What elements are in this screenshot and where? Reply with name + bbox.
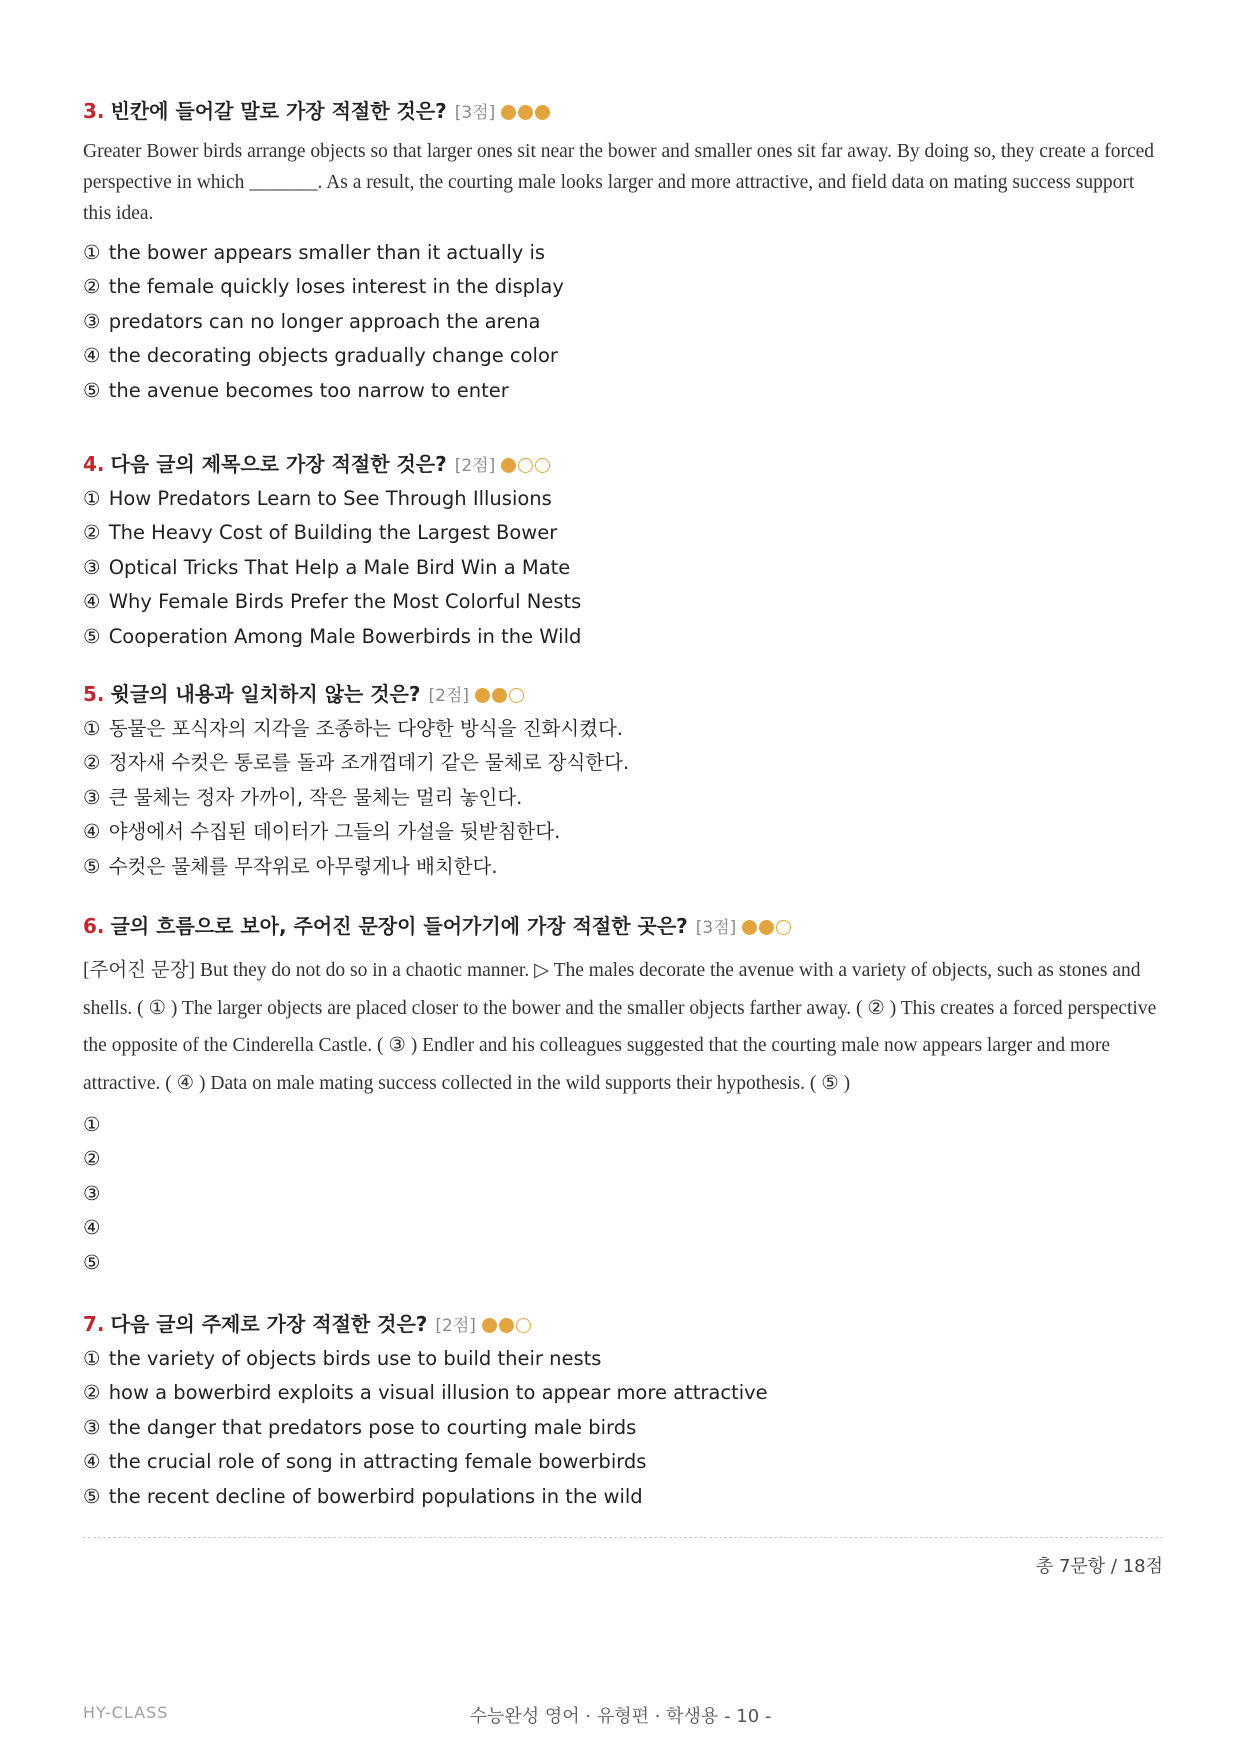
question-points: [2점] [435,1316,476,1336]
question-6 [83,912,1163,1280]
answer-option[interactable] [83,236,1163,270]
answer-option[interactable] [83,374,1163,408]
option-text: Cooperation Among Male Bowerbirds in the Wild [108,624,582,648]
option-number: ⑤ [83,378,101,402]
difficulty-dot-filled [501,458,516,473]
answer-option[interactable] [83,850,1163,884]
answer-option[interactable] [83,270,1163,304]
option-number: ③ [83,1415,101,1439]
option-text: the bower appears smaller than it actually is [108,241,546,264]
question-number: 7. [83,1312,105,1336]
question-points: [2점] [428,686,469,706]
answer-option[interactable] [83,712,1163,746]
option-number: ⑤ [83,1484,101,1508]
option-number: ④ [83,1450,101,1474]
option-text: the variety of objects birds use to build their nests [108,1347,602,1370]
answer-options [83,712,1163,884]
difficulty-dot-empty [509,688,524,703]
answer-option[interactable] [83,1480,1163,1514]
question-number: 3. [83,99,105,123]
answer-option[interactable] [83,620,1163,654]
score-summary: 총 7문항 / 18점 [1035,1556,1163,1577]
answer-option[interactable] [83,1142,1163,1176]
option-number: ② [83,751,101,775]
question-title: 빈칸에 들어갈 말로 가장 적절한 것은? [110,99,447,123]
difficulty-dot-filled [759,920,774,935]
question-points: [2점] [454,456,496,476]
difficulty-dot-filled [482,1318,497,1333]
option-number: ① [83,241,101,264]
option-text: the female quickly loses interest in the display [108,275,564,299]
question-7 [83,1310,1163,1514]
option-number: ③ [83,555,101,579]
question-points: [3점] [454,103,496,123]
option-text: 정자새 수컷은 통로를 돌과 조개껍데기 같은 물체로 장식한다. [108,751,630,775]
option-text: how a bowerbird exploits a visual illusion to appear more attractive [108,1381,768,1405]
difficulty-dot-filled [501,105,516,120]
answer-option[interactable] [83,1211,1163,1245]
difficulty-dot-filled [535,105,550,120]
option-text: the danger that predators pose to courting male birds [108,1415,637,1439]
answer-option[interactable] [83,1246,1163,1280]
question-title: 윗글의 내용과 일치하지 않는 것은? [110,682,421,706]
answer-option[interactable] [83,516,1163,550]
option-text: 큰 물체는 정자 가까이, 작은 물체는 멀리 놓인다. [108,785,523,809]
option-text: the crucial role of song in attracting female bowerbirds [108,1450,647,1474]
question-number: 4. [83,452,105,476]
option-number: ① [83,487,101,510]
difficulty-indicator [742,914,793,942]
question-passage [83,952,1163,1102]
answer-option[interactable] [83,551,1163,585]
option-text: The Heavy Cost of Building the Largest Bower [108,521,558,545]
question-5 [83,680,1163,884]
option-number: ③ [83,309,101,333]
option-text: 야생에서 수집된 데이터가 그들의 가설을 뒷받침한다. [108,820,561,844]
option-number: ④ [83,820,101,844]
answer-option[interactable] [83,1177,1163,1211]
option-number: ② [83,275,101,299]
difficulty-dot-empty [535,458,550,473]
question-number: 5. [83,682,105,706]
question-title: 다음 글의 제목으로 가장 적절한 것은? [110,452,447,476]
option-number: ① [83,717,101,740]
option-number: ⑤ [83,854,101,878]
option-text: How Predators Learn to See Through Illusions [108,487,552,510]
section-divider [83,1537,1163,1538]
footer-brand: HY-CLASS [83,1703,169,1722]
difficulty-dot-filled [742,920,757,935]
question-header [83,912,1163,942]
option-number: ① [83,1347,101,1370]
question-3 [83,97,1163,408]
answer-options [83,1108,1163,1280]
question-header [83,450,1163,480]
option-text: 동물은 포식자의 지각을 조종하는 다양한 방식을 진화시켰다. [108,717,624,740]
difficulty-indicator [501,99,552,127]
option-text: the decorating objects gradually change color [108,344,558,368]
passage-text: But they do not do so in a chaotic manner. ▷ The males decorate the avenue with a variety of objects, such as stones and shells. ( ① ) The larger objects are placed closer to the bower and the smaller objects farther away. ( ② ) This creates a forced perspective the opposite of the Cinderella Castle. ( ③ ) Endler and his colleagues suggested that the courting male now appears larger and more attractive. ( ④ ) Data on male mating success collected in the wild supports their hypothesis. ( ⑤ ) [83,960,1157,1094]
given-sentence-label: [주어진 문장] [83,960,196,981]
answer-option[interactable] [83,1411,1163,1445]
difficulty-dot-filled [492,688,507,703]
difficulty-indicator [501,452,552,480]
difficulty-indicator [475,682,526,710]
question-passage: Greater Bower birds arrange objects so that larger ones sit near the bower and smaller ones sit far away. By doing so, they create a forced perspective in which _______. As a result, the courting male looks larger and more attractive, and field data on mating success support this idea. [83,141,1155,224]
option-number: ② [83,1381,101,1405]
option-text: predators can no longer approach the arena [108,309,541,333]
option-number: ④ [83,344,101,368]
answer-option[interactable] [83,1445,1163,1479]
answer-option[interactable] [83,781,1163,815]
option-number: ⑤ [83,1250,101,1274]
answer-option[interactable] [83,1108,1163,1142]
difficulty-dot-empty [516,1318,531,1333]
answer-option[interactable] [83,585,1163,619]
question-title: 다음 글의 주제로 가장 적절한 것은? [110,1312,428,1336]
answer-option[interactable] [83,305,1163,339]
difficulty-dot-filled [475,688,490,703]
answer-options [83,482,1163,654]
option-text: Optical Tricks That Help a Male Bird Win a Mate [108,555,571,579]
option-number: ③ [83,1181,101,1205]
answer-option[interactable] [83,815,1163,849]
question-header [83,1310,1163,1340]
option-number: ③ [83,785,101,809]
question-points: [3점] [695,918,737,938]
difficulty-dot-empty [518,458,533,473]
answer-option[interactable] [83,482,1163,516]
question-header [83,680,1163,710]
option-number: ④ [83,1216,101,1240]
question-header [83,97,1163,127]
answer-option[interactable] [83,339,1163,373]
option-text: the avenue becomes too narrow to enter [108,378,509,402]
option-text: the recent decline of bowerbird populations in the wild [108,1484,643,1508]
question-4 [83,450,1163,654]
footer-page-info: 수능완성 영어 · 유형편 · 학생용 - 10 - [469,1706,772,1727]
answer-option[interactable] [83,1342,1163,1376]
option-number: ⑤ [83,624,101,648]
option-number: ④ [83,590,101,614]
option-text: Why Female Birds Prefer the Most Colorful Nests [108,590,582,614]
difficulty-indicator [482,1312,533,1340]
answer-options [83,236,1163,408]
answer-option[interactable] [83,746,1163,780]
answer-option[interactable] [83,1376,1163,1410]
option-number: ② [83,521,101,545]
answer-options [83,1342,1163,1514]
option-number: ② [83,1147,101,1171]
question-number: 6. [83,914,105,938]
question-title: 글의 흐름으로 보아, 주어진 문장이 들어가기에 가장 적절한 곳은? [110,914,688,938]
difficulty-dot-filled [518,105,533,120]
difficulty-dot-filled [499,1318,514,1333]
difficulty-dot-empty [776,920,791,935]
option-number: ① [83,1113,101,1136]
option-text: 수컷은 물체를 무작위로 아무렇게나 배치한다. [108,854,498,878]
